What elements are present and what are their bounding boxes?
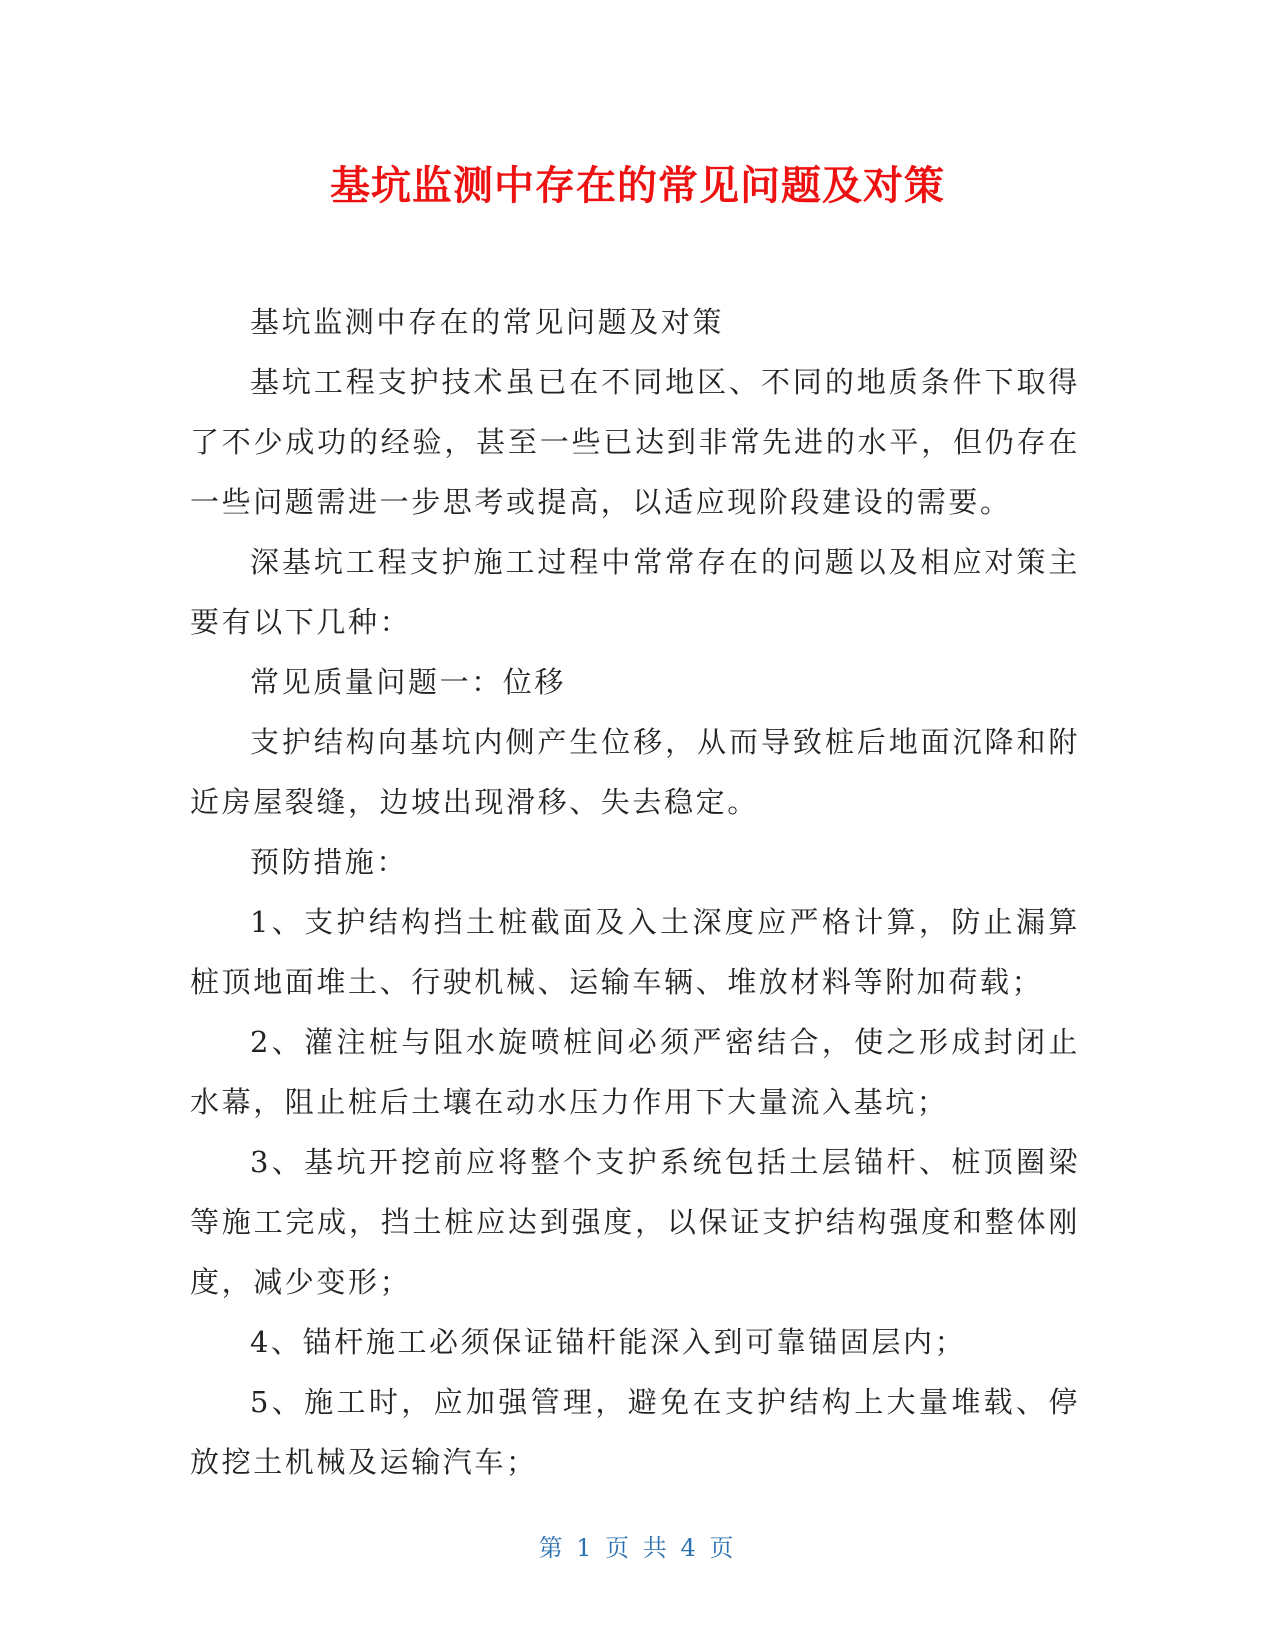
document-title: 基坑监测中存在的常见问题及对策: [330, 163, 945, 209]
page-number-footer: 第 1 页 共 4 页: [538, 1534, 737, 1562]
paragraph-measure-3: 3、基坑开挖前应将整个支护系统包括土层锚杆、桩顶圈梁等施工完成，挡土桩应达到强度，以保证支护结构强度和整体刚度，减少变形；: [190, 1145, 1080, 1299]
paragraph-measure-5: 5、施工时，应加强管理，避免在支护结构上大量堆载、停放挖土机械及运输汽车；: [190, 1385, 1080, 1479]
paragraph-heading-repeat: 基坑监测中存在的常见问题及对策: [250, 305, 725, 339]
paragraph-problem-one-heading: 常见质量问题一：位移: [250, 665, 567, 699]
paragraph-problems-overview: 深基坑工程支护施工过程中常常存在的问题以及相应对策主要有以下几种：: [190, 545, 1080, 639]
paragraph-measure-2: 2、灌注桩与阻水旋喷桩间必须严密结合，使之形成封闭止水幕，阻止桩后土壤在动水压力作用下大量流入基坑；: [190, 1025, 1080, 1119]
paragraph-measure-1: 1、支护结构挡土桩截面及入土深度应严格计算，防止漏算桩顶地面堆土、行驶机械、运输车辆、堆放材料等附加荷载；: [190, 905, 1080, 999]
paragraph-measure-4: 4、锚杆施工必须保证锚杆能深入到可靠锚固层内；: [250, 1325, 967, 1359]
paragraph-intro: 基坑工程支护技术虽已在不同地区、不同的地质条件下取得了不少成功的经验，甚至一些已达到非常先进的水平，但仍存在一些问题需进一步思考或提高，以适应现阶段建设的需要。: [190, 365, 1080, 519]
paragraph-problem-one-description: 支护结构向基坑内侧产生位移，从而导致桩后地面沉降和附近房屋裂缝，边坡出现滑移、失去稳定。: [190, 725, 1080, 819]
paragraph-prevention-heading: 预防措施：: [250, 845, 409, 879]
document-body: [190, 292, 1080, 1492]
